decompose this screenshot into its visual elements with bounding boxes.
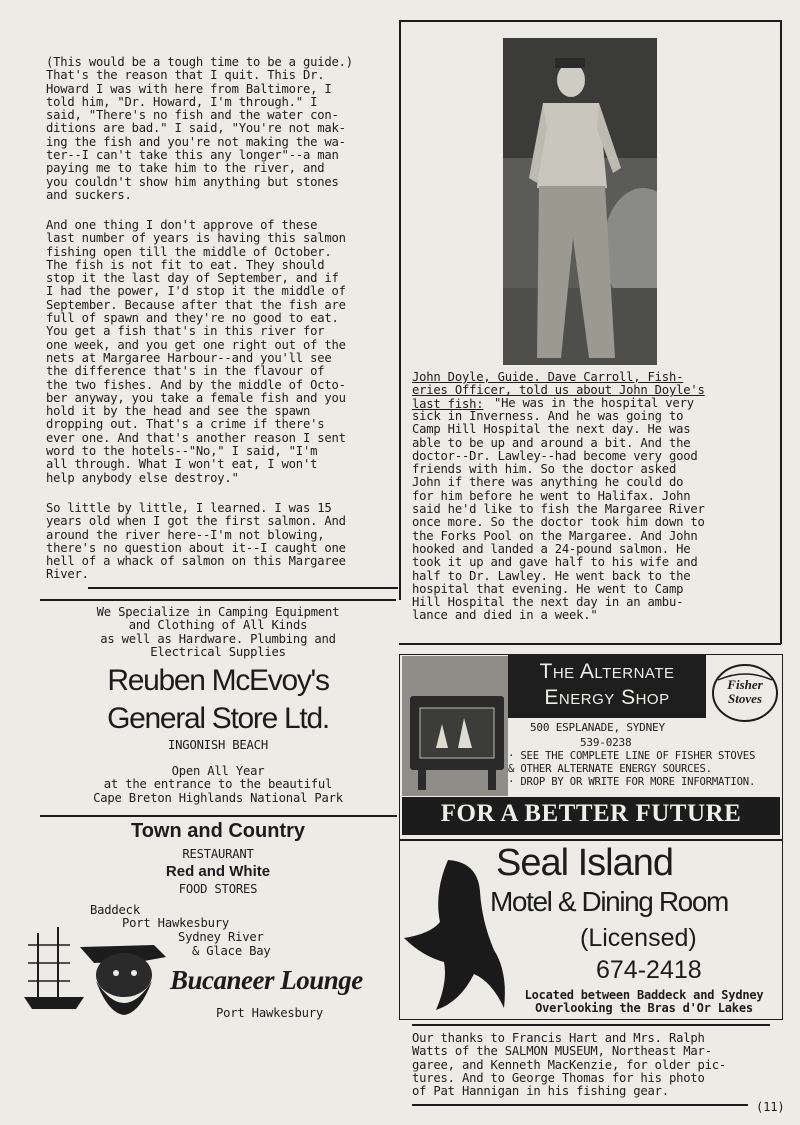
energy-shop-bullets: · SEE THE COMPLETE LINE OF FISHER STOVES & OTHER ALTERNATE ENERGY SOURCES. · DROP BY OR WRITE FOR MORE INFORMATION. xyxy=(508,750,756,788)
guide-figure-illustration xyxy=(503,38,657,365)
fisher-stoves-logo xyxy=(710,660,780,726)
town-country-location-1: Baddeck xyxy=(90,903,140,917)
fisher-logo-text: Fisher Stoves xyxy=(727,677,763,706)
seal-island-phone: 674-2418 xyxy=(596,956,702,984)
energy-shop-title-line2: Energy Shop xyxy=(544,686,670,709)
town-country-location-3: Sydney River xyxy=(178,930,264,944)
thanks-box-bottom-rule xyxy=(412,1104,748,1106)
energy-shop-title-line1: The Alternate xyxy=(539,660,675,683)
mcevoy-location: INGONISH BEACH xyxy=(168,738,268,752)
seal-island-subtitle: Motel & Dining Room xyxy=(490,886,728,917)
seal-island-location-2: Overlooking the Bras d'Or Lakes xyxy=(535,1001,753,1015)
stove-icon xyxy=(402,656,508,796)
stove-illustration xyxy=(402,656,508,796)
mcevoy-bottom-rule xyxy=(40,815,397,817)
page-number: (11) xyxy=(756,1100,785,1114)
mcevoy-details: Open All Year at the entrance to the beautiful Cape Breton Highlands National Park xyxy=(93,764,343,805)
article-end-rule xyxy=(88,587,398,589)
town-country-red-white: Red and White xyxy=(165,863,271,880)
bucaneer-lounge-name: Bucaneer Lounge xyxy=(170,965,363,995)
mcevoy-store-name-line1: Reuben McEvoy's xyxy=(107,664,329,697)
photo-caption-body: sick in Inverness. And he was going to Camp Hill Hospital the next day. He was able to be up and around a bit. And the doctor--Dr. Lawley--had become very good friends with him. So the doctor asked John if there was anything he could do for him before he went to Halifax. John said he'd like to fish the Margaree River once more. So the doctor took him down to the Forks Pool on the Margaree. And John hooked and landed a 24-pound salmon. He took it up and gave half to his wife and half to Dr. Lawley. He went back to the hospital that evening. He went to Camp Hill Hospital the next day in an ambu- lance and died in a week." xyxy=(412,409,705,623)
seal-island-licensed: (Licensed) xyxy=(580,924,697,952)
town-country-title: Town and Country xyxy=(130,820,306,842)
caption-box-right-border xyxy=(780,20,782,644)
town-country-location-4: & Glace Bay xyxy=(192,944,271,958)
town-country-restaurant: RESTAURANT xyxy=(182,847,254,861)
article-paragraph-3: So little by little, I learned. I was 15 years old when I got the first salmon. And around the river here--I'm not blowing, there's no question about it--I caught one hell of a whack of salmon on this Margaree River. xyxy=(46,501,346,582)
photo-caption-underlined: John Doyle, Guide. Dave Carroll, Fish- eries Officer, told us about John Doyle's last fish: xyxy=(412,370,705,411)
article-paragraph-2: And one thing I don't approve of these last number of years is having this salmon fishing open till the middle of October. The fish is not fit to eat. They should stop it the last day of September, and if I had the power, I'd stop it the middle of September. Because after that the fish are full of spawn and they're no good to eat. You get a fish that's in this river for one week, and you get one right out of the nets at Margaree Harbour--and you'll see the difference that's in the flavour of the two fishes. And by the middle of Octo- ber anyway, you take a female fish and you hold it by the head and see the spawn dropping out. That's a crime if there's ever one. And that's another reason I sent word to the hotels--"No," I said, "I'm all through. What I won't eat, I won't help anybody else destroy." xyxy=(46,218,346,485)
energy-shop-address: 500 ESPLANADE, SYDNEY xyxy=(530,721,665,734)
article-end-rule-2 xyxy=(40,599,396,601)
john-doyle-photo xyxy=(503,38,657,365)
caption-box-top-border xyxy=(399,20,781,22)
bucaneer-lounge-location: Port Hawkesbury xyxy=(216,1006,324,1020)
thanks-box-top-rule xyxy=(412,1024,770,1026)
energy-shop-phone: 539-0238 xyxy=(580,736,632,749)
town-country-location-2: Port Hawkesbury xyxy=(122,916,230,930)
acknowledgements: Our thanks to Francis Hart and Mrs. Ralph Watts of the SALMON MUSEUM, Northeast Mar- garee, and Kenneth MacKenzie, for older pic- tures. And to George Thomas for his photo of Pat Hannigan in his fishing gear. xyxy=(412,1031,727,1099)
photo-caption-first-line-rest: "He was in the hospital very xyxy=(494,396,694,410)
seal-island-location-1: Located between Baddeck and Sydney xyxy=(524,988,764,1002)
pirate-ship-illustration xyxy=(24,925,174,1015)
energy-shop-banner-text: FOR A BETTER FUTURE xyxy=(440,800,742,827)
caption-box-left-border xyxy=(399,20,401,600)
mcevoy-intro: We Specialize in Camping Equipment and Clothing of All Kinds as well as Hardware. Plumbing and Electrical Supplies xyxy=(96,605,340,659)
caption-box-bottom-border xyxy=(399,643,781,645)
mcevoy-store-name-line2: General Store Ltd. xyxy=(107,702,329,735)
seal-island-name: Seal Island xyxy=(496,842,674,884)
town-country-food-stores: FOOD STORES xyxy=(178,882,258,896)
article-paragraph-1: (This would be a tough time to be a guide.) That's the reason that I quit. This Dr. Howard I was with here from Baltimore, I told him, "Dr. Howard, I'm through." I said, "There's no fish and the water con- ditions are bad." I said, "You're not mak- ing the fish and you're not making the wa- ter--I can't take this any longer"--a man paying me to take him to the river, and you couldn't show him anything but stones and suckers. xyxy=(46,55,353,202)
